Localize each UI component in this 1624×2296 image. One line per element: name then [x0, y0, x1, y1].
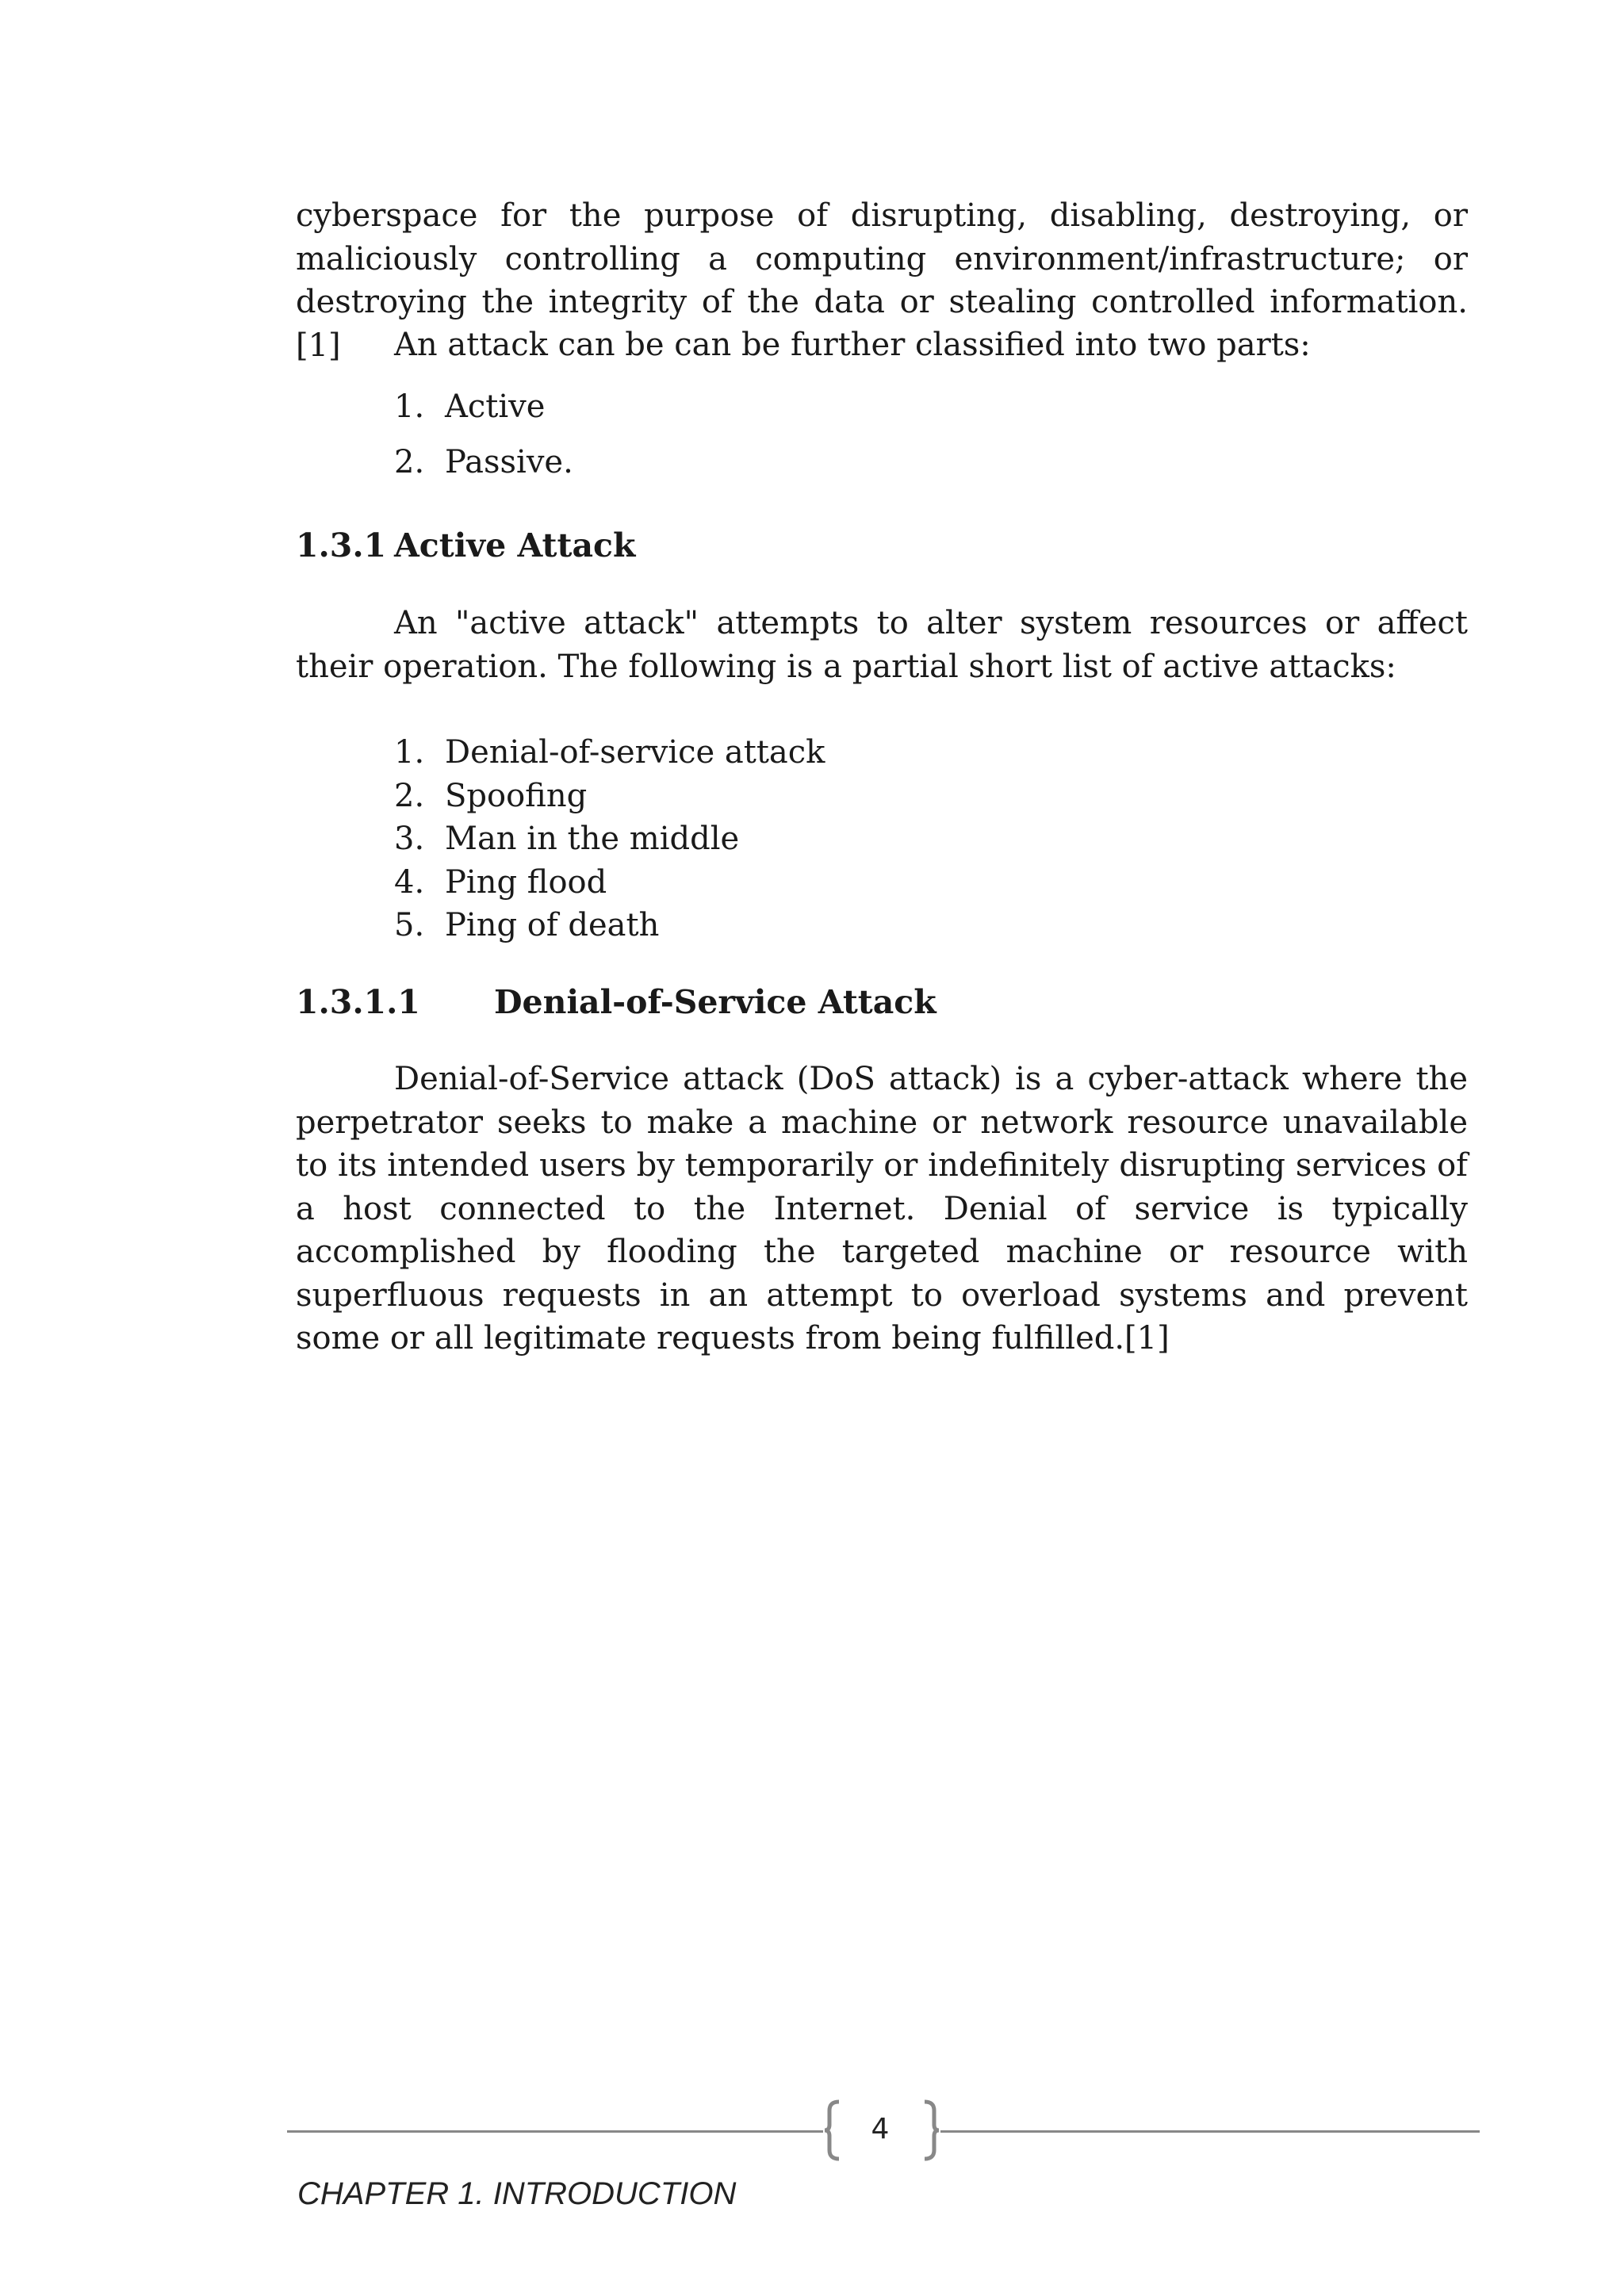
- active-attacks-list: [394, 731, 825, 947]
- classify-line: An attack can be can be further classified into two parts:: [394, 327, 1311, 363]
- section-number: 1.3.1.1: [296, 983, 420, 1021]
- list-item-number: 1.: [394, 388, 425, 425]
- section-number: 1.3.1: [296, 526, 387, 564]
- left-brace-icon: [823, 2099, 841, 2161]
- intro-paragraph: cyberspace for the purpose of disrupting, disabling, destroying, or maliciously controlling a computing environment/infrastructure; or destroying the integrity of the data or stealing controlled information.[1]: [296, 197, 1468, 364]
- footer-rule-right: [940, 2130, 1480, 2133]
- list-item: [394, 817, 825, 861]
- list-item-number: 3.: [394, 821, 425, 857]
- chapter-label: CHAPTER 1. INTRODUCTION: [297, 2176, 737, 2211]
- dos-attack-paragraph: Denial-of-Service attack (DoS attack) is a cyber-attack where the perpetrator seeks to make a machine or network resource unavailable to its intended users by temporarily or indefinitely disrupting services of a host connected to the Internet. Denial of service is typically accomplished by flooding the targeted machine or resource with superfluous requests in an attempt to overload systems and prevent some or all legitimate requests from being fulfilled.[1]: [296, 1061, 1468, 1357]
- list-item-number: 2.: [394, 777, 425, 814]
- list-item: [394, 379, 573, 434]
- list-item: [394, 861, 825, 905]
- footer-rule-left: [287, 2130, 823, 2133]
- section-heading-active-attack: [296, 526, 635, 564]
- active-attack-paragraph: An "active attack" attempts to alter system resources or affect their operation. The following is a partial short list of active attacks:: [296, 605, 1468, 685]
- list-item-number: 1.: [394, 734, 425, 771]
- list-item-label: Ping of death: [445, 907, 660, 943]
- list-item-label: Denial-of-service attack: [445, 734, 825, 771]
- list-item-number: 5.: [394, 907, 425, 943]
- list-item-label: Ping flood: [445, 863, 607, 901]
- list-item-label: Man in the middle: [445, 821, 740, 857]
- list-item-number: 2.: [394, 444, 425, 480]
- list-item: [394, 775, 825, 818]
- section-title: Denial-of-Service Attack: [494, 983, 936, 1021]
- attack-parts-list: [394, 379, 573, 490]
- list-item-label: Spoofing: [445, 777, 588, 814]
- list-item: [394, 904, 825, 947]
- section-title: Active Attack: [394, 526, 636, 564]
- list-item: [394, 731, 825, 775]
- list-item: [394, 434, 573, 490]
- list-item-label: Active: [445, 388, 546, 425]
- list-item-label: Passive.: [445, 444, 573, 480]
- right-brace-icon: [923, 2099, 940, 2161]
- section-heading-dos-attack: [296, 983, 936, 1021]
- page-number: 4: [871, 2113, 890, 2145]
- list-item-number: 4.: [394, 863, 425, 901]
